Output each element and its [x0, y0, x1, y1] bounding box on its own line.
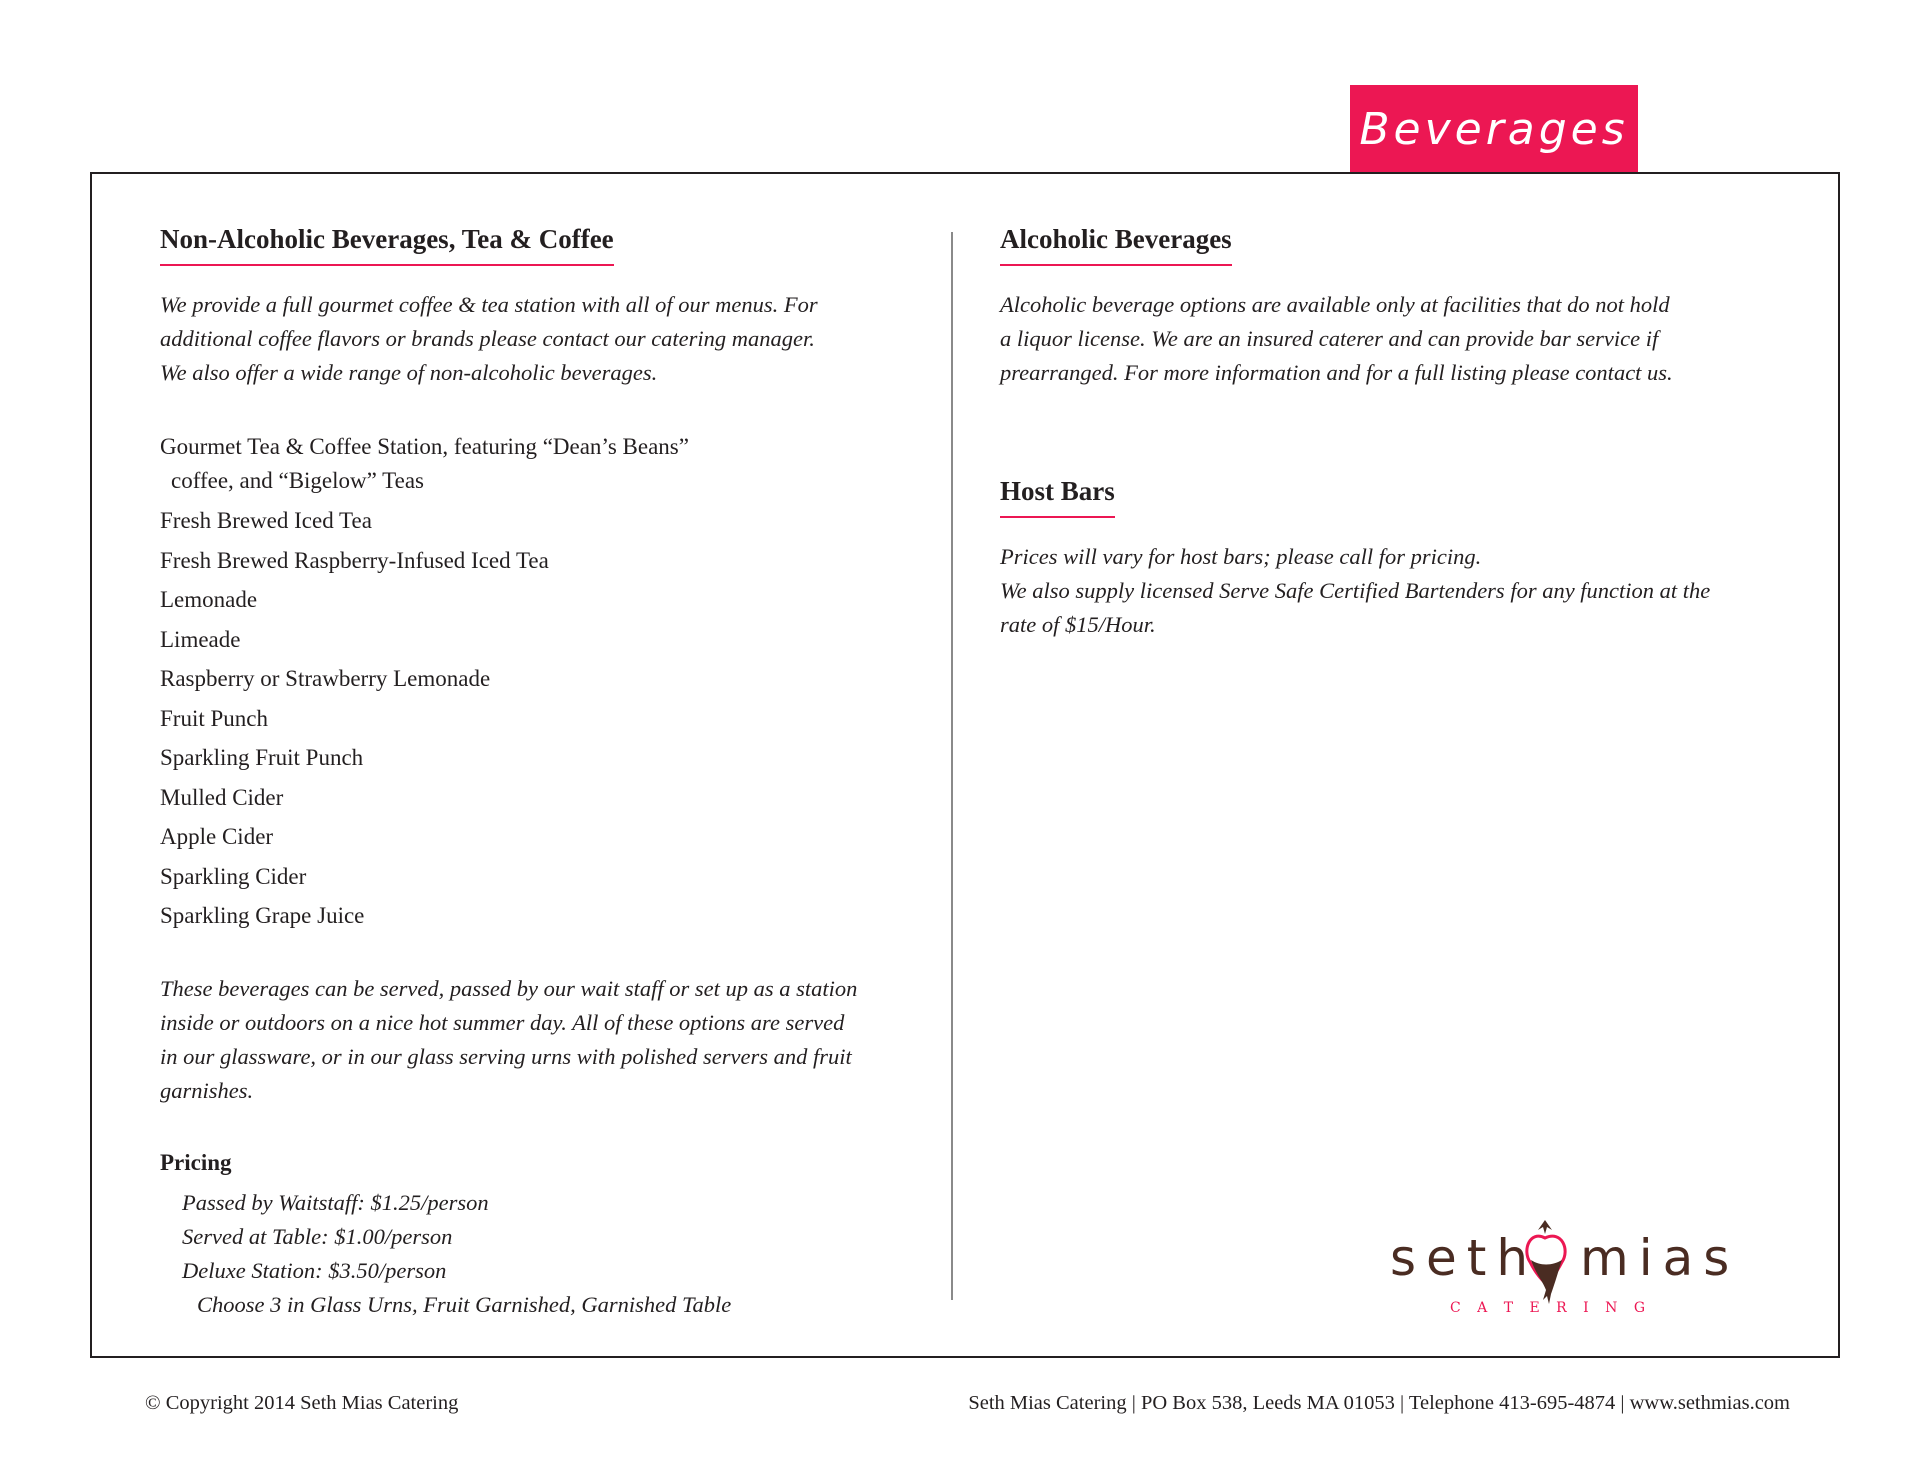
serving-note-line: garnishes.	[160, 1078, 254, 1103]
alcohol-line: Alcoholic beverage options are available only at facilities that do not hold	[1000, 292, 1670, 317]
list-item: Sparkling Fruit Punch	[160, 745, 364, 770]
list-item: Sparkling Cider	[160, 863, 307, 889]
footer-contact: Seth Mias Catering | PO Box 538, Leeds MA 01053 | Telephone 413-695-4874 | www.sethmias.com	[968, 1392, 1790, 1414]
serving-note-line: These beverages can be served, passed by our wait staff or set up as a station	[160, 976, 858, 1001]
host-bars-line: We also supply licensed Serve Safe Certified Bartenders for any function at the	[1000, 578, 1711, 603]
section-tab-beverages: Beverages	[1350, 85, 1638, 174]
intro-paragraph	[160, 288, 818, 390]
intro-line: We provide a full gourmet coffee & tea station with all of our menus. For	[160, 292, 818, 317]
serving-note-line: in our glassware, or in our glass serving urns with polished servers and fruit	[160, 1044, 852, 1069]
list-item: Raspberry or Strawberry Lemonade	[160, 666, 491, 691]
list-item: Limeade	[160, 626, 241, 652]
alcohol-paragraph	[1000, 288, 1673, 390]
seth-mias-logo	[1390, 1200, 1760, 1320]
logo-word-right: mias	[1580, 1229, 1740, 1287]
list-item: Fruit Punch	[160, 705, 268, 731]
list-item	[160, 430, 780, 504]
serving-note-line: inside or outdoors on a nice hot summer day. All of these options are served	[160, 1010, 845, 1035]
pricing-line: Deluxe Station: $3.50/person	[182, 1258, 447, 1283]
list-item: Mulled Cider	[160, 784, 284, 810]
heading-non-alcoholic: Non-Alcoholic Beverages, Tea & Coffee	[160, 222, 614, 266]
heading-host-bars: Host Bars	[1000, 474, 1115, 518]
pricing-subline: Choose 3 in Glass Urns, Fruit Garnished, Garnished Table	[197, 1292, 732, 1317]
list-item: Fresh Brewed Raspberry-Infused Iced Tea	[160, 547, 549, 573]
list-item: Lemonade	[160, 587, 258, 612]
logo-subtitle: C A T E R I N G	[1450, 1300, 1652, 1316]
pricing-heading: Pricing	[160, 1150, 232, 1175]
intro-line: additional coffee flavors or brands please contact our catering manager.	[160, 326, 815, 351]
beverage-list	[160, 430, 780, 939]
host-bars-line: rate of $15/Hour.	[1000, 612, 1156, 637]
intro-line: We also offer a wide range of non-alcoholic beverages.	[160, 360, 658, 385]
serving-note	[160, 972, 857, 1108]
list-item: Fresh Brewed Iced Tea	[160, 508, 372, 533]
pricing-list	[182, 1186, 731, 1322]
alcohol-line: a liquor license. We are an insured caterer and can provide bar service if	[1000, 326, 1659, 351]
list-item-text: Gourmet Tea & Coffee Station, featuring “Dean’s Beans”	[160, 434, 689, 459]
logo-word-left: seth	[1390, 1229, 1539, 1287]
pricing-line: Passed by Waitstaff: $1.25/person	[182, 1190, 489, 1215]
host-bars-paragraph	[1000, 540, 1710, 642]
host-bars-line: Prices will vary for host bars; please call for pricing.	[1000, 544, 1482, 569]
heading-alcoholic: Alcoholic Beverages	[1000, 222, 1232, 266]
pricing-line: Served at Table: $1.00/person	[182, 1224, 453, 1249]
alcohol-line: prearranged. For more information and for a full listing please contact us.	[1000, 360, 1673, 385]
list-item: Sparkling Grape Juice	[160, 903, 365, 928]
list-item-text: coffee, and “Bigelow” Teas	[171, 468, 424, 493]
list-item: Apple Cider	[160, 824, 274, 849]
footer-copyright: © Copyright 2014 Seth Mias Catering	[145, 1392, 459, 1414]
column-divider	[951, 232, 953, 1300]
